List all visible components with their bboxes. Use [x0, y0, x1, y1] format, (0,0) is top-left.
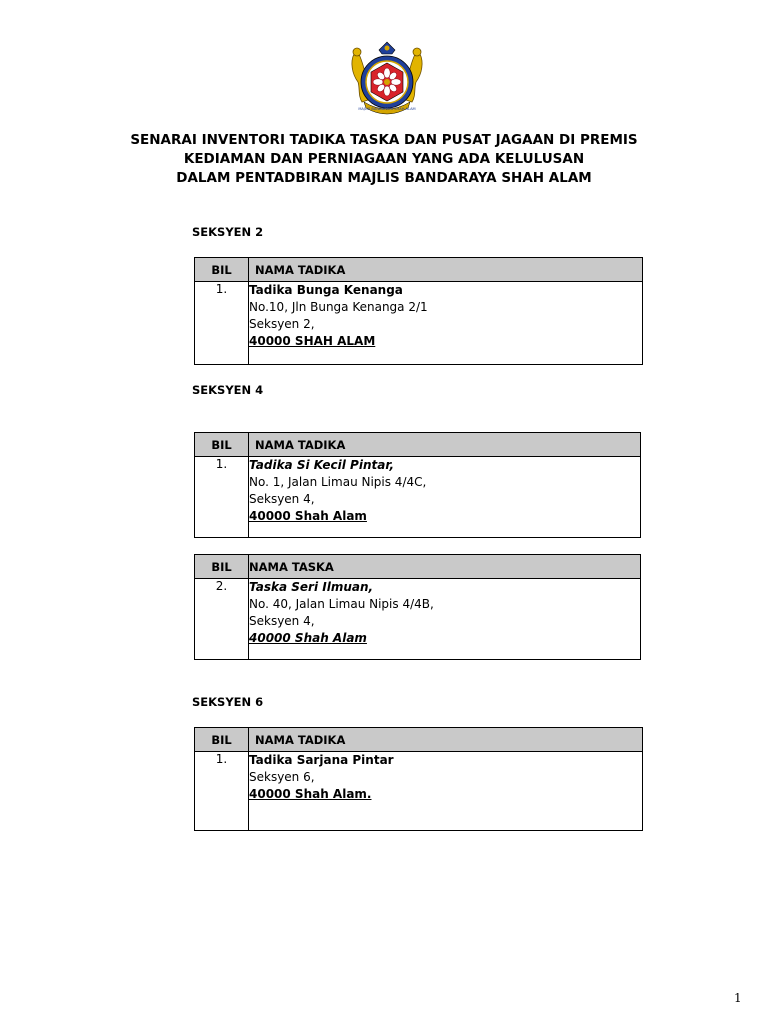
column-header-bil: BIL — [195, 728, 249, 752]
inventory-table — [194, 727, 643, 831]
entry-city: 40000 Shah Alam. — [249, 787, 372, 801]
column-header-bil: BIL — [195, 258, 249, 282]
entry-cell — [249, 579, 641, 660]
column-header-nama: NAMA TADIKA — [249, 258, 643, 282]
inventory-table — [194, 257, 643, 365]
section-label-seksyen-6: SEKSYEN 6 — [192, 695, 264, 709]
entry-city: 40000 Shah Alam — [249, 509, 367, 523]
entry-name: Tadika Si Kecil Pintar, — [249, 458, 395, 472]
entry-cell — [249, 457, 641, 538]
entry-cell — [249, 282, 643, 365]
page-number: 1 — [734, 991, 742, 1005]
column-header-nama: NAMA TADIKA — [249, 728, 643, 752]
title-line-2: KEDIAMAN DAN PERNIAGAAN YANG ADA KELULUSAN — [183, 151, 585, 167]
table-header-row — [195, 728, 643, 752]
entry-address-line: Seksyen 6, — [249, 770, 315, 784]
entry-city: 40000 SHAH ALAM — [249, 334, 376, 348]
entry-address-line: No. 40, Jalan Limau Nipis 4/4B, — [249, 597, 434, 611]
table-row — [195, 752, 643, 831]
document-title — [0, 131, 768, 188]
entry-address-line: Seksyen 4, — [249, 492, 315, 506]
entry-name: Tadika Bunga Kenanga — [249, 283, 403, 297]
section-label-seksyen-4: SEKSYEN 4 — [192, 383, 264, 397]
entry-name: Tadika Sarjana Pintar — [249, 753, 394, 767]
table-header-row — [195, 555, 641, 579]
entry-address-line: No. 1, Jalan Limau Nipis 4/4C, — [249, 475, 427, 489]
table-row — [195, 282, 643, 365]
entry-address-line: No.10, Jln Bunga Kenanga 2/1 — [249, 300, 428, 314]
row-number: 1. — [195, 457, 249, 538]
row-number: 1. — [195, 752, 249, 831]
table-header-row — [195, 433, 641, 457]
column-header-nama: NAMA TADIKA — [249, 433, 641, 457]
inventory-table — [194, 432, 641, 538]
section-label-seksyen-2: SEKSYEN 2 — [192, 225, 264, 239]
entry-city: 40000 Shah Alam — [249, 631, 367, 645]
column-header-nama: NAMA TASKA — [249, 555, 641, 579]
entry-cell — [249, 752, 643, 831]
row-number: 2. — [195, 579, 249, 660]
table-row — [195, 579, 641, 660]
inventory-table — [194, 554, 641, 660]
entry-address-line: Seksyen 4, — [249, 614, 315, 628]
entry-address-line: Seksyen 2, — [249, 317, 315, 331]
title-line-3: DALAM PENTADBIRAN MAJLIS BANDARAYA SHAH ALAM — [176, 170, 592, 186]
column-header-bil: BIL — [195, 433, 249, 457]
title-line-1: SENARAI INVENTORI TADIKA TASKA DAN PUSAT JAGAAN DI PREMIS — [130, 132, 638, 148]
row-number: 1. — [195, 282, 249, 365]
column-header-bil: BIL — [195, 555, 249, 579]
city-crest-icon — [346, 40, 428, 116]
entry-name: Taska Seri Ilmuan, — [249, 580, 374, 594]
table-header-row — [195, 258, 643, 282]
table-row — [195, 457, 641, 538]
svg-text:MAJLIS BANDARAYA SHAH ALAM: MAJLIS BANDARAYA SHAH ALAM — [358, 107, 416, 111]
